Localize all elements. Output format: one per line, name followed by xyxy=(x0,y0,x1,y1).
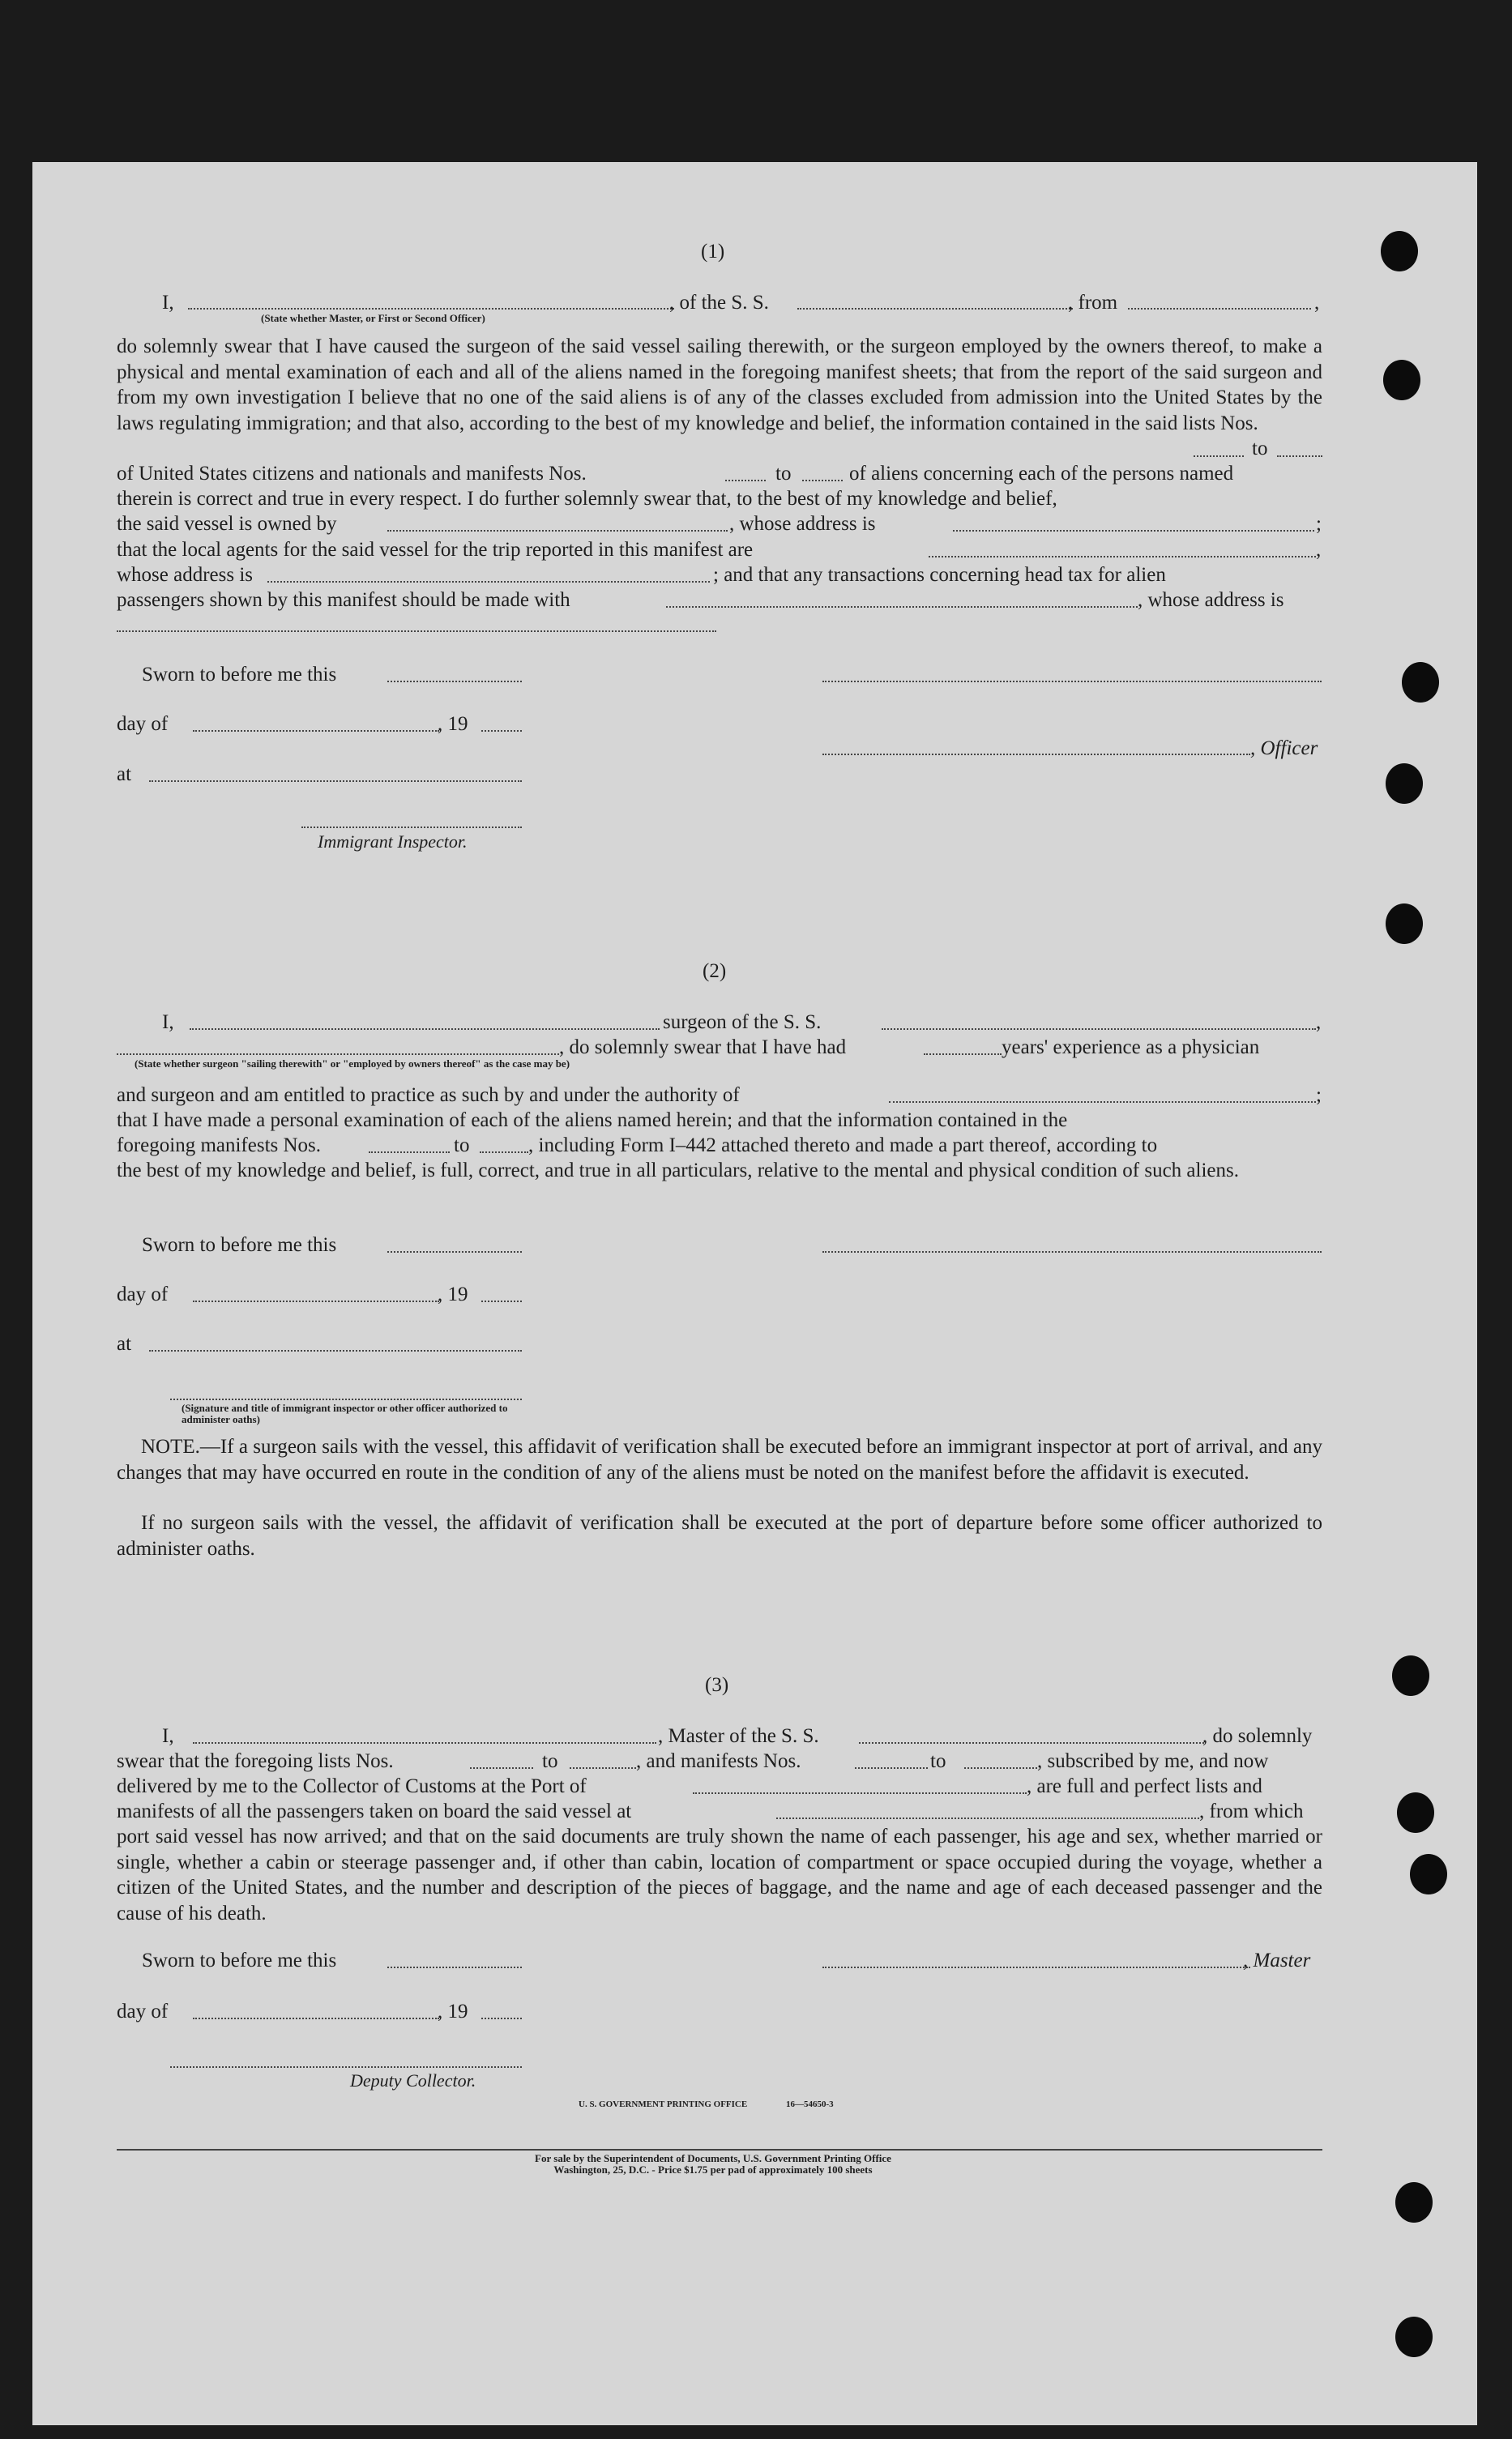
blank-line xyxy=(387,530,728,532)
blank-line xyxy=(964,1767,1037,1769)
blank-line xyxy=(193,1742,656,1744)
master-signature-line xyxy=(822,1967,1250,1968)
text: Immigrant Inspector. xyxy=(318,831,468,852)
paragraph-text: port said vessel has now arrived; and that on the said documents are truly shown the name of each passenger, his age and sex, whether married or single, whether a cabin or steerage passenger and, if other than cabin, location of compartment or space occupied during the voyage, whether a citizen of the United States, and the number and description of the pieces of baggage, and the name and age of each deceased passenger and the cause of his death. xyxy=(117,1826,1322,1924)
blank-line xyxy=(570,1767,636,1769)
text: , subscribed by me, and now xyxy=(1037,1750,1269,1772)
blank-line xyxy=(855,1767,928,1769)
text: day of xyxy=(117,713,169,735)
signature-line xyxy=(170,1399,522,1400)
blank-line xyxy=(797,308,1073,310)
blank-line xyxy=(924,1053,1002,1055)
blank-line xyxy=(193,730,439,732)
blank-line xyxy=(693,1792,1027,1794)
text: Sworn to before me this xyxy=(142,1950,337,1971)
blank-line xyxy=(481,1301,522,1302)
text: surgeon of the S. S. xyxy=(663,1011,822,1033)
blank-line xyxy=(1277,455,1322,457)
blank-line xyxy=(859,1742,1204,1744)
blank-line xyxy=(117,630,716,632)
blank-line xyxy=(1194,455,1244,457)
note-paragraph xyxy=(117,1434,1322,1485)
blank-line xyxy=(149,780,522,782)
text: , 19 xyxy=(438,713,468,735)
caption xyxy=(182,1403,522,1425)
printer-imprint: U. S. GOVERNMENT PRINTING OFFICE xyxy=(579,2099,748,2109)
text: , from which xyxy=(1199,1800,1304,1822)
text: years' experience as a physician xyxy=(1002,1036,1260,1058)
blank-line xyxy=(470,1767,533,1769)
paragraph-text: do solemnly swear that I have caused the surgeon of the said vessel sailing therewith, or the surgeon employed by the owners thereof, to make a physical and mental examination of each and all of the aliens named in the foregoing manifest sheets; that from the report of the said surgeon and from my own investigation I believe that no one of the said aliens is of any of the classes excluded from admission into the United States by the laws regulating immigration; and that also, according to the best of my knowledge and belief, the information contained in the said lists Nos. xyxy=(117,335,1322,434)
text: passengers shown by this manifest should be made with xyxy=(117,589,570,611)
text: , whose address is xyxy=(729,513,876,535)
text: therein is correct and true in every respect. I do further solemnly swear that, to the best of my knowledge and belief, xyxy=(117,488,1057,510)
text: , from xyxy=(1068,292,1118,314)
note-paragraph xyxy=(117,1510,1322,1561)
blank-line xyxy=(480,1151,528,1153)
form-code: 16—54650-3 xyxy=(786,2099,834,2109)
text: to xyxy=(775,463,792,485)
text: , xyxy=(1316,1011,1322,1033)
blank-line xyxy=(481,730,522,732)
text: ; xyxy=(1316,1084,1322,1106)
text: that I have made a personal examination of each of the aliens named herein; and that the information contained in the xyxy=(117,1109,1068,1131)
section-number: (3) xyxy=(705,1674,729,1696)
note-text: If no surgeon sails with the vessel, the affidavit of verification shall be executed at the port of departure before some officer authorized to administer oaths. xyxy=(117,1512,1322,1560)
text: , do solemnly swear that I have had xyxy=(559,1036,847,1058)
text: Sworn to before me this xyxy=(142,664,337,686)
text: to xyxy=(454,1134,470,1156)
text: , of the S. S. xyxy=(669,292,769,314)
text: , Master xyxy=(1243,1950,1311,1971)
punch-hole xyxy=(1392,1655,1429,1696)
text: Sworn to before me this xyxy=(142,1234,337,1256)
blank-line xyxy=(193,1301,439,1302)
sale-notice xyxy=(348,2153,1078,2176)
blank-line xyxy=(117,1053,559,1055)
caption: (State whether surgeon "sailing therewith" or "employed by owners thereof" as the case may be) xyxy=(135,1057,570,1070)
section-number: (2) xyxy=(703,960,727,982)
blank-line xyxy=(387,1251,522,1253)
text: ; and that any transactions concerning head tax for alien xyxy=(713,564,1166,586)
text: at xyxy=(117,1333,132,1355)
blank-line xyxy=(882,1028,1316,1030)
blank-line xyxy=(387,681,522,682)
text: , 19 xyxy=(438,1284,468,1305)
officer-line xyxy=(822,754,1250,755)
text: that the local agents for the said vessel for the trip reported in this manifest are xyxy=(117,539,754,561)
text: delivered by me to the Collector of Customs at the Port of xyxy=(117,1775,587,1797)
signature-line xyxy=(301,827,522,828)
blank-line xyxy=(481,2018,522,2019)
text: , are full and perfect lists and xyxy=(1027,1775,1262,1797)
text: and surgeon and am entitled to practice as such by and under the authority of xyxy=(117,1084,740,1106)
blank-line xyxy=(149,1350,522,1352)
text: Deputy Collector. xyxy=(350,2070,476,2091)
text: , 19 xyxy=(438,2001,468,2023)
signature-line xyxy=(822,1251,1322,1253)
text: of aliens concerning each of the persons named xyxy=(849,463,1234,485)
blank-line xyxy=(953,530,1314,532)
text: I, xyxy=(162,292,174,314)
text: day of xyxy=(117,2001,169,2023)
text: whose address is xyxy=(117,564,254,586)
text: ; xyxy=(1316,513,1322,535)
punch-hole xyxy=(1386,763,1423,804)
blank-line xyxy=(193,2018,439,2019)
text: of United States citizens and nationals and manifests Nos. xyxy=(117,463,587,485)
blank-line xyxy=(802,480,843,481)
text: I, xyxy=(162,1725,174,1747)
punch-hole xyxy=(1381,231,1418,271)
section-number: (1) xyxy=(701,241,725,263)
punch-hole xyxy=(1402,662,1439,703)
text: the said vessel is owned by xyxy=(117,513,337,535)
punch-hole xyxy=(1383,360,1420,400)
blank-line xyxy=(889,1101,1316,1103)
blank-line xyxy=(776,1818,1199,1819)
text: manifests of all the passengers taken on board the said vessel at xyxy=(117,1800,632,1822)
text: , do solemnly xyxy=(1202,1725,1313,1747)
signature-line xyxy=(170,2066,522,2068)
blank-line xyxy=(725,480,766,481)
text: to xyxy=(542,1750,558,1772)
text: at xyxy=(117,763,132,785)
punch-hole xyxy=(1386,903,1423,944)
caption: (State whether Master, or First or Second Officer) xyxy=(261,312,485,324)
text: , including Form I–442 attached thereto and made a part thereof, according to xyxy=(528,1134,1158,1156)
blank-line xyxy=(1128,308,1311,310)
blank-line xyxy=(188,308,674,310)
text: I, xyxy=(162,1011,174,1033)
text: , whose address is xyxy=(1138,589,1284,611)
blank-line xyxy=(666,606,1138,608)
paragraph-text: the best of my knowledge and belief, is full, correct, and true in all particulars, relative to the mental and physical condition of such aliens. xyxy=(117,1160,1239,1181)
text: , Officer xyxy=(1250,737,1318,759)
blank-line xyxy=(190,1028,660,1030)
text: day of xyxy=(117,1284,169,1305)
punch-hole xyxy=(1397,1792,1434,1833)
blank-line xyxy=(387,1967,522,1968)
paragraph xyxy=(117,1158,1322,1184)
officer-signature-line xyxy=(822,681,1322,682)
note-text: NOTE.—If a surgeon sails with the vessel, this affidavit of verification shall be executed before an immigrant inspector at port of arrival, and any changes that may have occurred en route in the condition of any of the aliens must be noted on the manifest before the affidavit is executed. xyxy=(117,1436,1322,1484)
caption-text: (Signature and title of immigrant inspector or other officer authorized to administer oaths) xyxy=(182,1402,508,1425)
text: swear that the foregoing lists Nos. xyxy=(117,1750,394,1772)
text: , xyxy=(1316,539,1322,561)
text: , and manifests Nos. xyxy=(636,1750,801,1772)
punch-hole xyxy=(1410,1854,1447,1894)
text: , Master of the S. S. xyxy=(658,1725,819,1747)
paragraph xyxy=(117,1824,1322,1926)
footer-rule xyxy=(117,2149,1322,2151)
blank-line xyxy=(929,556,1316,557)
sale-line: For sale by the Superintendent of Documents, U.S. Government Printing Office xyxy=(535,2152,891,2164)
blank-line xyxy=(369,1151,450,1153)
text: to xyxy=(1252,438,1268,459)
text: , xyxy=(1314,292,1320,314)
text: to xyxy=(930,1750,946,1772)
sale-line: Washington, 25, D.C. - Price $1.75 per pad of approximately 100 sheets xyxy=(553,2163,873,2176)
paragraph xyxy=(117,334,1322,438)
blank-line xyxy=(267,581,710,583)
punch-hole xyxy=(1395,2182,1433,2223)
punch-hole xyxy=(1395,2317,1433,2357)
text: foregoing manifests Nos. xyxy=(117,1134,322,1156)
